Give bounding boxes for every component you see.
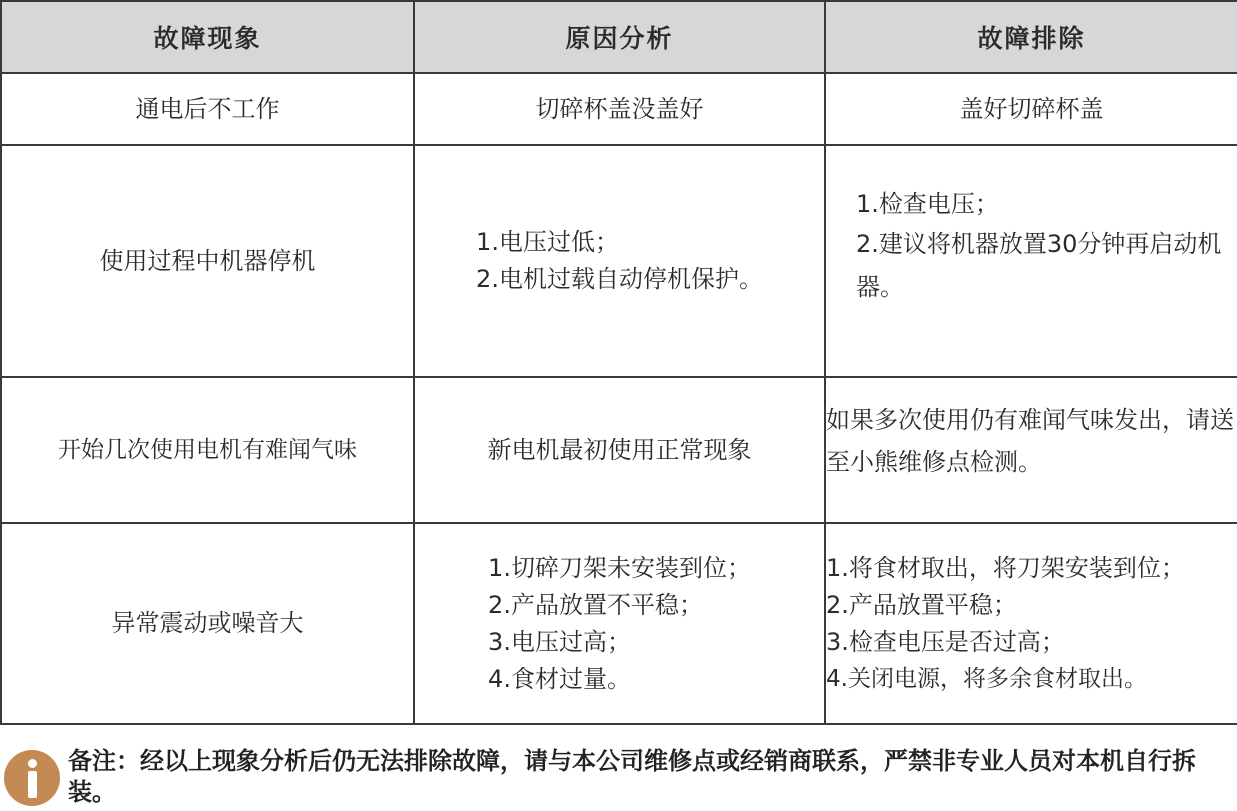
- cause-cell: 切碎杯盖没盖好: [414, 73, 825, 145]
- cause-line: 3.电压过高；: [488, 627, 631, 656]
- symptom-cell: 开始几次使用电机有难闻气味: [1, 377, 414, 523]
- solution-line: 3.检查电压是否过高；: [826, 627, 1065, 656]
- solution-line: 2.产品放置平稳；: [826, 590, 1017, 619]
- solution-line: 4.关闭电源，将多余食材取出。: [826, 665, 1147, 692]
- cause-line: 4.食材过量。: [488, 664, 631, 693]
- solution-line: 1.检查电压；: [856, 189, 999, 218]
- note-text: 备注：经以上现象分析后仍无法排除故障，请与本公司维修点或经销商联系，严禁非专业人员对本机自行拆装。: [68, 747, 1196, 806]
- header-solution: 故障排除: [825, 1, 1237, 73]
- table-header-row: [1, 1, 1237, 73]
- cause-cell: [414, 145, 825, 377]
- cause-line: 1.切碎刀架未安装到位；: [488, 553, 751, 582]
- solution-line: 1.将食材取出，将刀架安装到位；: [826, 553, 1185, 582]
- table-row: [1, 377, 1237, 523]
- solution-cell: [825, 145, 1237, 377]
- cause-cell: 新电机最初使用正常现象: [414, 377, 825, 523]
- header-symptom: 故障现象: [1, 1, 414, 73]
- symptom-cell: 使用过程中机器停机: [1, 145, 414, 377]
- cause-line: 2.产品放置不平稳；: [488, 590, 703, 619]
- cause-cell: [414, 523, 825, 724]
- symptom-cell: 异常震动或噪音大: [1, 523, 414, 724]
- symptom-cell: 通电后不工作: [1, 73, 414, 145]
- solution-cell: [825, 523, 1237, 724]
- solution-cell: 如果多次使用仍有难闻气味发出，请送至小熊维修点检测。: [825, 377, 1237, 523]
- note-section: [0, 738, 1237, 811]
- solution-line: 2.建议将机器放置30分钟再启动机器。: [856, 229, 1222, 301]
- cause-line: 1.电压过低；: [476, 228, 619, 256]
- info-icon: [4, 750, 60, 806]
- solution-cell: 盖好切碎杯盖: [825, 73, 1237, 145]
- table-row: [1, 523, 1237, 724]
- header-cause: 原因分析: [414, 1, 825, 73]
- table-row: [1, 145, 1237, 377]
- cause-line: 2.电机过载自动停机保护。: [476, 265, 763, 293]
- table-row: [1, 73, 1237, 145]
